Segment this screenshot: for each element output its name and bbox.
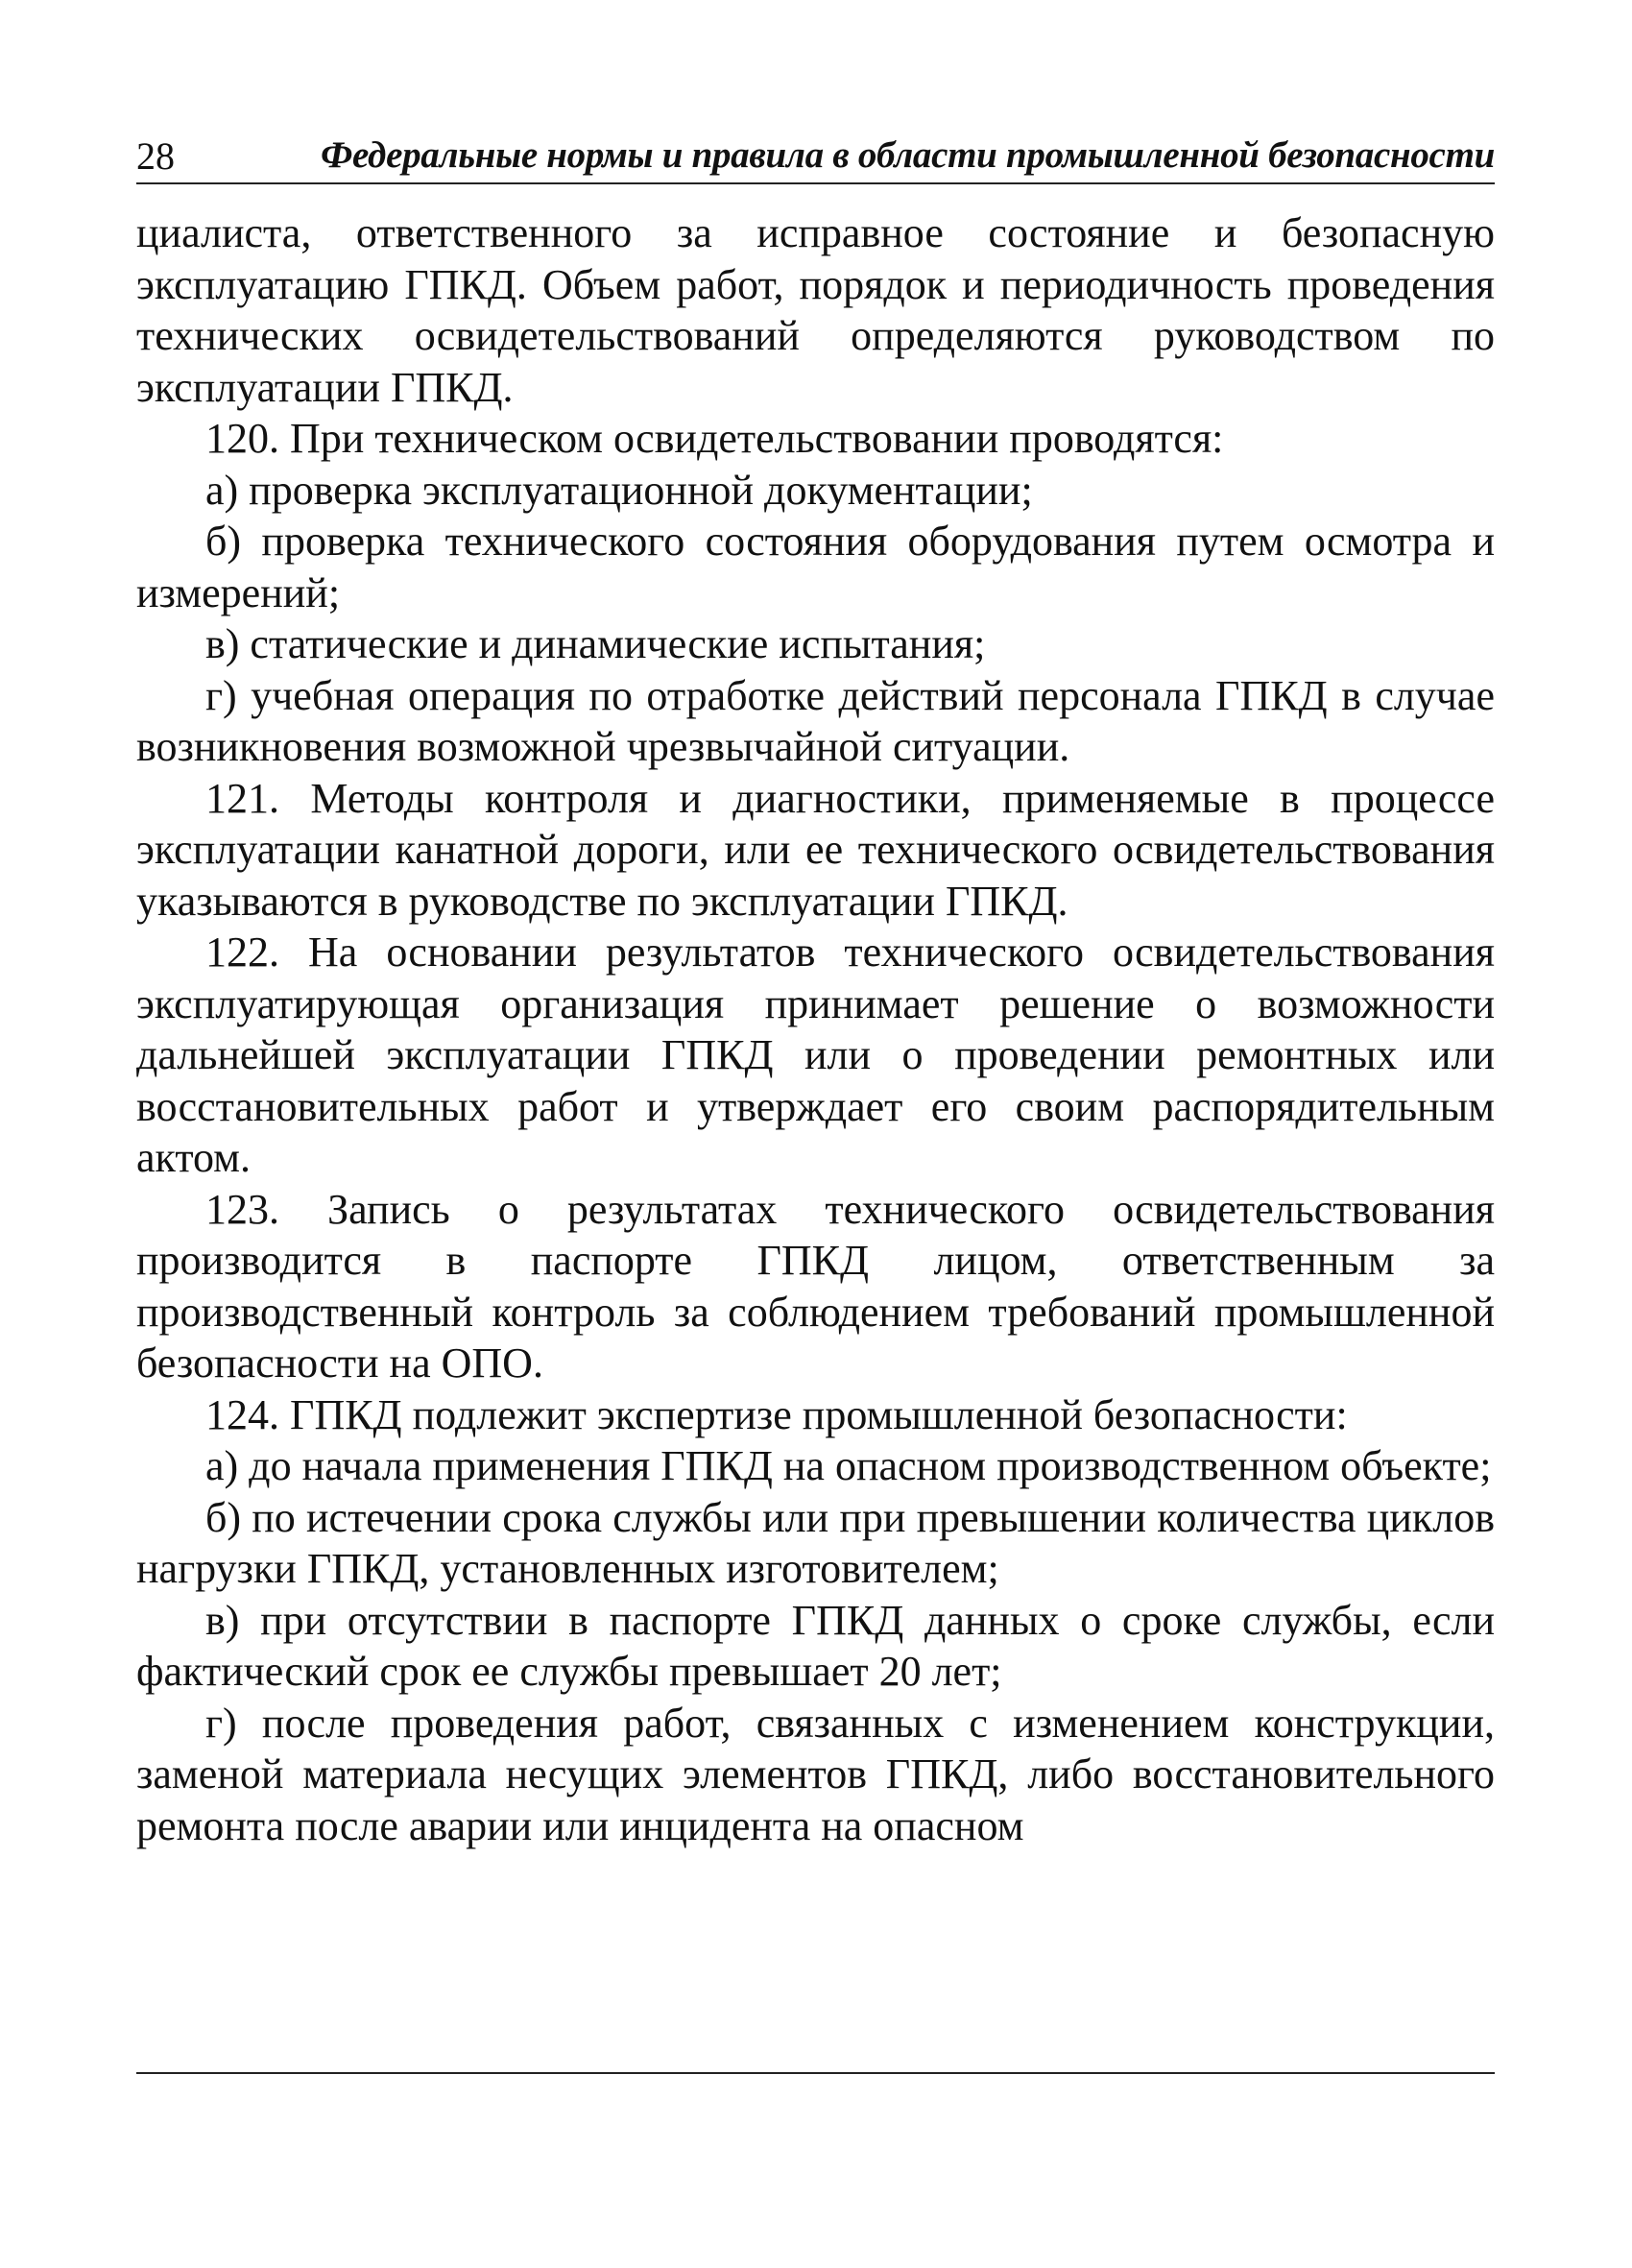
paragraph-item-124-b: б) по истечении срока службы или при превышении количества циклов нагрузки ГПКД, установленных изготовителем;: [136, 1493, 1495, 1592]
paragraph-item-120-b: б) проверка технического состояния оборудования путем осмотра и измерений;: [136, 518, 1495, 616]
paragraph-item-123: 123. Запись о результатах технического освидетельствования производится в паспорте ГПКД лицом, ответственным за производственный контроль за соблюдением требований промышленной безопасности на ОПО.: [136, 1185, 1495, 1387]
paragraph-item-124: 124. ГПКД подлежит экспертизе промышленной безопасности:: [205, 1390, 1348, 1438]
paragraph-item-124-v: в) при отсутствии в паспорте ГПКД данных о сроке службы, если фактический срок ее службы превышает 20 лет;: [136, 1596, 1495, 1695]
body-text: [136, 207, 1495, 1851]
paragraph-item-122: 122. На основании результатов технического освидетельствования эксплуатирующая организация принимает решение о возможности дальнейшей эксплуатации ГПКД или о проведении ремонтных или восстановительных работ и утверждает его своим распорядительным актом.: [136, 929, 1495, 1181]
paragraph-item-120: 120. При техническом освидетельствовании проводятся:: [205, 415, 1224, 462]
paragraph-continuation: циалиста, ответственного за исправное состояние и безопасную эксплуатацию ГПКД. Объем работ, порядок и периодичность проведения технических освидетельствований определяются руководством по эксплуатации ГПКД.: [136, 209, 1495, 411]
page-number: 28: [136, 134, 175, 178]
paragraph-item-120-a: а) проверка эксплуатационной документации;: [205, 466, 1033, 514]
paragraph-item-124-a: а) до начала применения ГПКД на опасном производственном объекте;: [205, 1442, 1492, 1489]
running-title: Федеральные нормы и правила в области промышленной безопасности: [321, 134, 1495, 176]
paragraph-item-121: 121. Методы контроля и диагностики, применяемые в процессе эксплуатации канатной дороги, или ее технического освидетельствования указываются в руководстве по эксплуатации ГПКД.: [136, 774, 1495, 925]
paragraph-item-124-g: г) после проведения работ, связанных с изменением конструкции, заменой материала несущих элементов ГПКД, либо восстановительного ремонта после аварии или инцидента на опасном: [136, 1699, 1495, 1849]
paragraph-item-120-v: в) статические и динамические испытания;: [205, 620, 986, 667]
document-page: [136, 125, 1495, 1851]
page-header: [136, 125, 1495, 184]
footer-rule: [136, 2072, 1495, 2074]
paragraph-item-120-g: г) учебная операция по отработке действий персонала ГПКД в случае возникновения возможной чрезвычайной ситуации.: [136, 671, 1495, 770]
